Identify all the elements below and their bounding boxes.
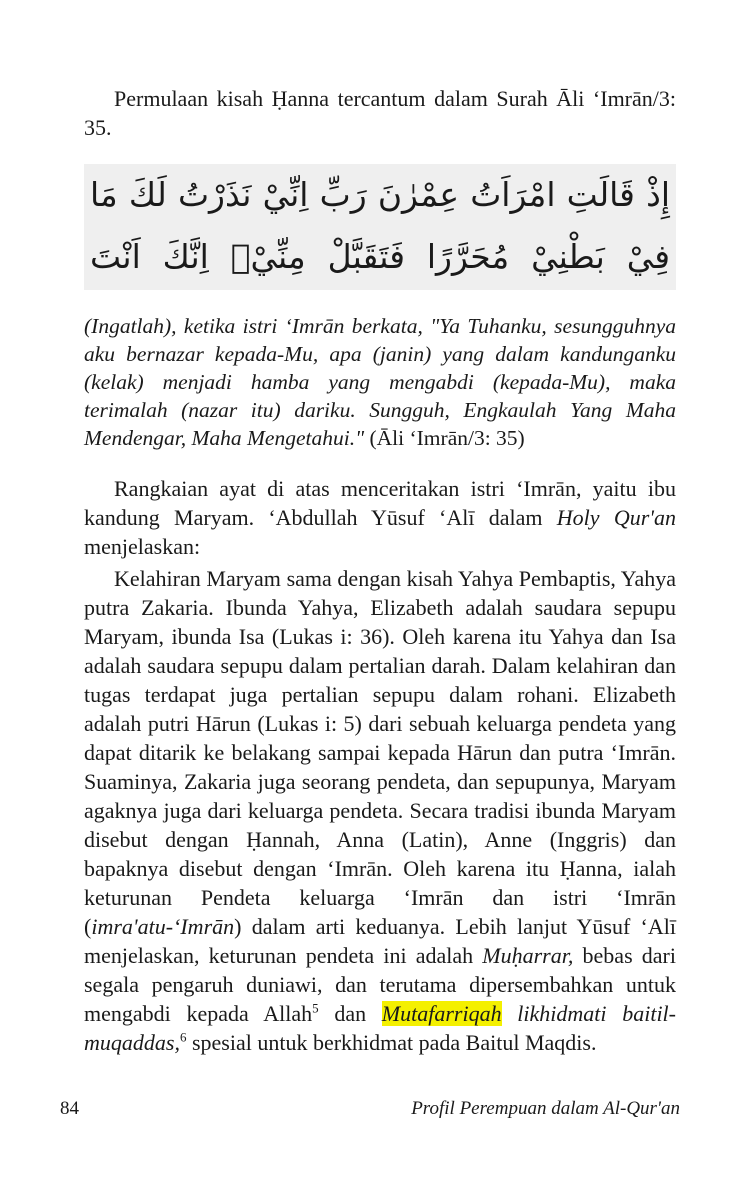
para2-text5: spesial untuk berkhidmat pada Baitul Maqdis.: [186, 1029, 597, 1055]
verse-translation: [84, 312, 676, 452]
running-title: Profil Perempuan dalam Al-Qur'an: [411, 1098, 680, 1119]
para2-italic1: imra'atu-‘Imrān: [91, 913, 235, 939]
footnote-5[interactable]: 5: [312, 1000, 319, 1016]
footnote-6[interactable]: 6: [179, 1029, 187, 1045]
body-paragraph-1: [84, 474, 676, 561]
body-paragraph-2: [84, 564, 676, 1057]
book-title-ref: Holy Qur'an: [556, 504, 676, 530]
intro-paragraph: Permulaan kisah Ḥanna tercantum dalam Surah Āli ‘Imrān/3: 35.: [84, 86, 676, 140]
para2-text2: ) dalam arti keduanya. Lebih lanjut Yūsuf ‘Alī menjelaskan, keturunan pendeta ini adalah: [84, 913, 676, 968]
translation-reference: (Āli ‘Imrān/3: 35): [364, 426, 525, 450]
para2-italic3: likhidmati baitil-muqaddas,: [84, 1000, 676, 1055]
translation-text: (Ingatlah), ketika istri ‘Imrān berkata, "Ya Tuhanku, sesungguhnya aku bernazar kepada-Mu, apa (janin) yang dalam kandunganku (kelak) menjadi hamba yang mengabdi (kepada-Mu), maka terimalah (nazar itu) dariku. Sungguh, Engkaulah Yang Maha Mendengar, Maha Mengetahui.": [84, 314, 676, 450]
page-footer: [60, 1098, 680, 1120]
page-content: [84, 80, 676, 1057]
arabic-verse: إِذْ قَالَتِ امْرَاَتُ عِمْرٰنَ رَبِّ اِنِّيْ نَذَرْتُ لَكَ مَا فِيْ بَطْنِيْ مُحَرَّرًا فَتَقَبَّلْ مِنِّيْۚ اِنَّكَ اَنْتَ: [84, 164, 676, 290]
para2-text4: dan: [318, 1000, 382, 1026]
para2-italic2: Muḥarrar,: [482, 942, 574, 968]
para1-text: Rangkaian ayat di atas menceritakan istri ‘Imrān, yaitu ibu kandung Maryam. ‘Abdullah Yūsuf ‘Alī dalam: [84, 475, 676, 530]
page-number: 84: [60, 1098, 79, 1119]
highlighted-term: Mutafarriqah: [381, 1000, 502, 1026]
para1-end: menjelaskan:: [84, 533, 201, 559]
para2-text1: Kelahiran Maryam sama dengan kisah Yahya Pembaptis, Yahya putra Zakaria. Ibunda Yahya, Elizabeth adalah saudara sepupu Maryam, ibunda Isa (Lukas i: 36). Oleh karena itu Yahya dan Isa adalah saudara sepupu dalam pertalian darah. Dalam kelahiran dan tugas terdapat juga pertalian sepupu dalam rohani. Elizabeth adalah putri Hārun (Lukas i: 5) dari sebuah keluarga pendeta yang dapat ditarik ke belakang sampai kepada Hārun dan putra ‘Imrān. Suaminya, Zakaria juga seorang pendeta, dan sepupunya, Maryam agaknya juga dari keluarga pendeta. Secara tradisi ibunda Maryam disebut dengan Ḥannah, Anna (Latin), Anne (Inggris) dan bapaknya disebut dengan ‘Imrān. Oleh karena itu Ḥanna, ialah keturunan Pendeta keluarga ‘Imrān dan istri ‘Imrān (: [84, 565, 676, 939]
para2-text3: bebas dari segala pengaruh duniawi, dan terutama dipersembahkan untuk mengabdi kepada Allah: [84, 942, 676, 1026]
